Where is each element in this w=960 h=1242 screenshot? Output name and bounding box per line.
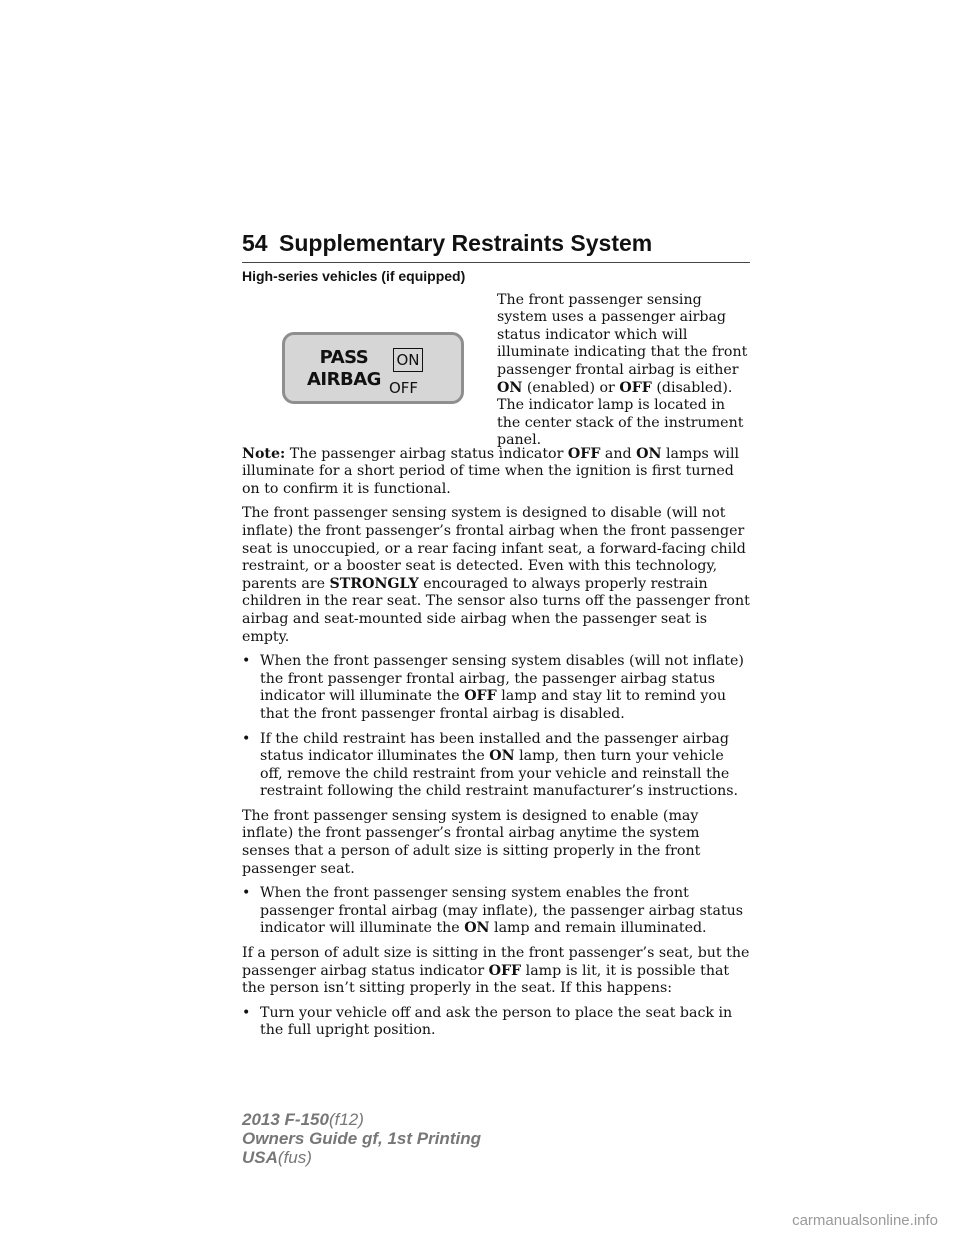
text-run: If a person of adult size is sitting in the front passenger’s seat, but the passenger airbag status indicator — [242, 945, 750, 979]
bullet-icon: • — [242, 885, 251, 902]
footer-edition: Owners Guide gf, 1st Printing — [242, 1129, 481, 1148]
paragraph-adult — [242, 945, 750, 998]
subheading: High-series vehicles (if equipped) — [242, 268, 466, 284]
footer-market-code: (fus) — [277, 1148, 312, 1167]
footer-code: (f12) — [328, 1110, 364, 1129]
note-paragraph — [242, 446, 750, 499]
page-number: 54 — [242, 230, 268, 256]
bold-run: OFF — [619, 379, 652, 396]
footer-market: USA — [242, 1148, 278, 1167]
page-footer — [242, 1110, 481, 1167]
text-run: Turn your vehicle off and ask the person to place the seat back in the full upright position. — [260, 1004, 733, 1039]
list-item — [242, 731, 750, 801]
text-run: When the front passenger sensing system disables (will not inflate) the front passenger frontal airbag, the passenger airbag status indicator will illuminate the — [260, 653, 744, 705]
indicator-label-line2: AIRBAG — [307, 368, 381, 390]
text-run: The front passenger sensing system uses a passenger airbag status indicator which will illuminate indicating that the front passenger frontal airbag is either — [497, 291, 748, 378]
bold-run: OFF — [488, 962, 522, 979]
paragraph-enable: The front passenger sensing system is designed to enable (may inflate) the front passenger’s frontal airbag anytime the system senses that a person of adult size is sitting properly in the front passenger seat. — [242, 807, 701, 877]
bullet-icon: • — [242, 1004, 251, 1021]
page-header — [242, 228, 750, 263]
section-title: Supplementary Restraints System — [279, 230, 653, 256]
indicator-off-lamp: OFF — [389, 378, 419, 397]
footer-model: 2013 F-150 — [242, 1110, 329, 1129]
intro-paragraph — [497, 292, 750, 450]
text-run: The passenger airbag status indicator — [285, 445, 568, 462]
bold-run: OFF — [567, 445, 601, 462]
text-run: lamp is lit, it is possible that the person isn’t sitting properly in the seat. If this happens: — [242, 962, 730, 997]
text-run: lamp, then turn your vehicle off, remove the child restraint from your vehicle and reinstall the restraint following the child restraint manufacturer’s instructions. — [260, 748, 739, 800]
list-item — [242, 1005, 750, 1040]
text-run: and — [600, 445, 637, 462]
text-run: If the child restraint has been installed and the passenger airbag status indicator illuminates the — [260, 730, 729, 765]
note-label: Note: — [242, 445, 286, 462]
bold-run: ON — [636, 445, 662, 462]
text-run: encouraged to always properly restrain children in the rear seat. The sensor also turns off the passenger front airbag and seat-mounted side airbag when the passenger seat is empty. — [242, 575, 750, 645]
footer-line2 — [242, 1129, 481, 1148]
indicator-label-line1: PASS — [319, 346, 369, 368]
bold-run: ON — [464, 920, 490, 937]
text-run: lamp and remain illuminated. — [489, 920, 707, 937]
footer-line1 — [242, 1110, 481, 1129]
bold-run: OFF — [464, 688, 497, 705]
bold-run: STRONGLY — [329, 575, 419, 592]
text-run: The front passenger sensing system is designed to disable (will not inflate) the front passenger’s frontal airbag when the front passenger seat is unoccupied, or a rear facing infant seat, a forward-facing child restraint, or a booster seat is detected. Even with this technology, parents are — [242, 505, 746, 592]
bold-run: ON — [489, 748, 515, 765]
bullet-icon: • — [242, 653, 251, 670]
list-item — [242, 653, 750, 723]
watermark: carmanualsonline.info — [792, 1212, 938, 1229]
pass-airbag-indicator-image — [282, 332, 464, 404]
text-run: lamp and stay lit to remind you that the front passenger frontal airbag is disabled. — [260, 688, 727, 722]
bullet-icon: • — [242, 730, 251, 747]
paragraph-disable — [242, 505, 750, 646]
indicator-on-lamp: ON — [393, 348, 423, 372]
text-run: (enabled) or — [522, 379, 620, 396]
text-run: lamps will illuminate for a short period of time when the ignition is first turned on to confirm it is functional. — [242, 445, 740, 497]
intro-block — [242, 291, 750, 449]
text-run: When the front passenger sensing system enables the front passenger frontal airbag (may inflate), the passenger airbag status indicator will illuminate the — [260, 885, 744, 937]
text-run: (disabled). The indicator lamp is located in the center stack of the instrument panel. — [497, 379, 744, 449]
footer-line3 — [242, 1148, 481, 1167]
indicator-label — [307, 347, 381, 391]
bold-run: ON — [497, 379, 523, 396]
list-item — [242, 885, 750, 938]
page-content — [242, 268, 750, 1047]
